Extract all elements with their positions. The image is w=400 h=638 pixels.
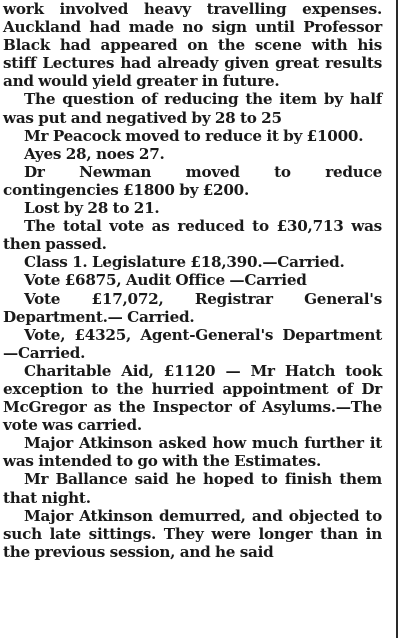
paragraph-travelling-expenses: work involved heavy travelling expenses. Auckland had made no sign until Professor Black had appeared on the scene with his stiff Lectures had already given great results and would yield greater in future. (3, 0, 382, 91)
paragraph-legislature: Class 1. Legislature £18,390.—Carried. (24, 253, 345, 272)
paragraph-agent-general: Vote, £4325, Agent-General's Department —Carried. (3, 325, 382, 362)
paragraph-reduce-by-half: The question of reducing the item by half was put and negatived by 28 to 25 (3, 90, 382, 127)
column-rule (396, 0, 398, 638)
paragraph-registrar-general: Vote £17,072, Registrar General's Department.— Carried. (3, 289, 382, 326)
paragraph-lost-vote: Lost by 28 to 21. (24, 199, 160, 218)
paragraph-ayes-noes: Ayes 28, noes 27. (24, 144, 165, 163)
paragraph-ballance-reply: Mr Ballance said he hoped to finish them that night. (3, 470, 382, 507)
paragraph-atkinson-demurred: Major Atkinson demurred, and objected to such late sittings. They were longer than in the previous session, and he said (3, 506, 382, 561)
paragraph-charitable-aid: Charitable Aid, £1120 — Mr Hatch took exception to the hurried appointment of Dr McGregor as the Inspector of Asylums.—The vote was carried. (3, 361, 382, 435)
paragraph-atkinson-question: Major Atkinson asked how much further it was intended to go with the Estimates. (3, 434, 382, 471)
paragraph-total-vote: The total vote as reduced to £30,713 was then passed. (3, 217, 382, 254)
paragraph-audit-office: Vote £6875, Audit Office —Carried (24, 271, 307, 290)
paragraph-peacock-motion: Mr Peacock moved to reduce it by £1000. (24, 126, 364, 145)
paragraph-newman-motion: Dr Newman moved to reduce contingencies £1800 by £200. (3, 162, 382, 199)
